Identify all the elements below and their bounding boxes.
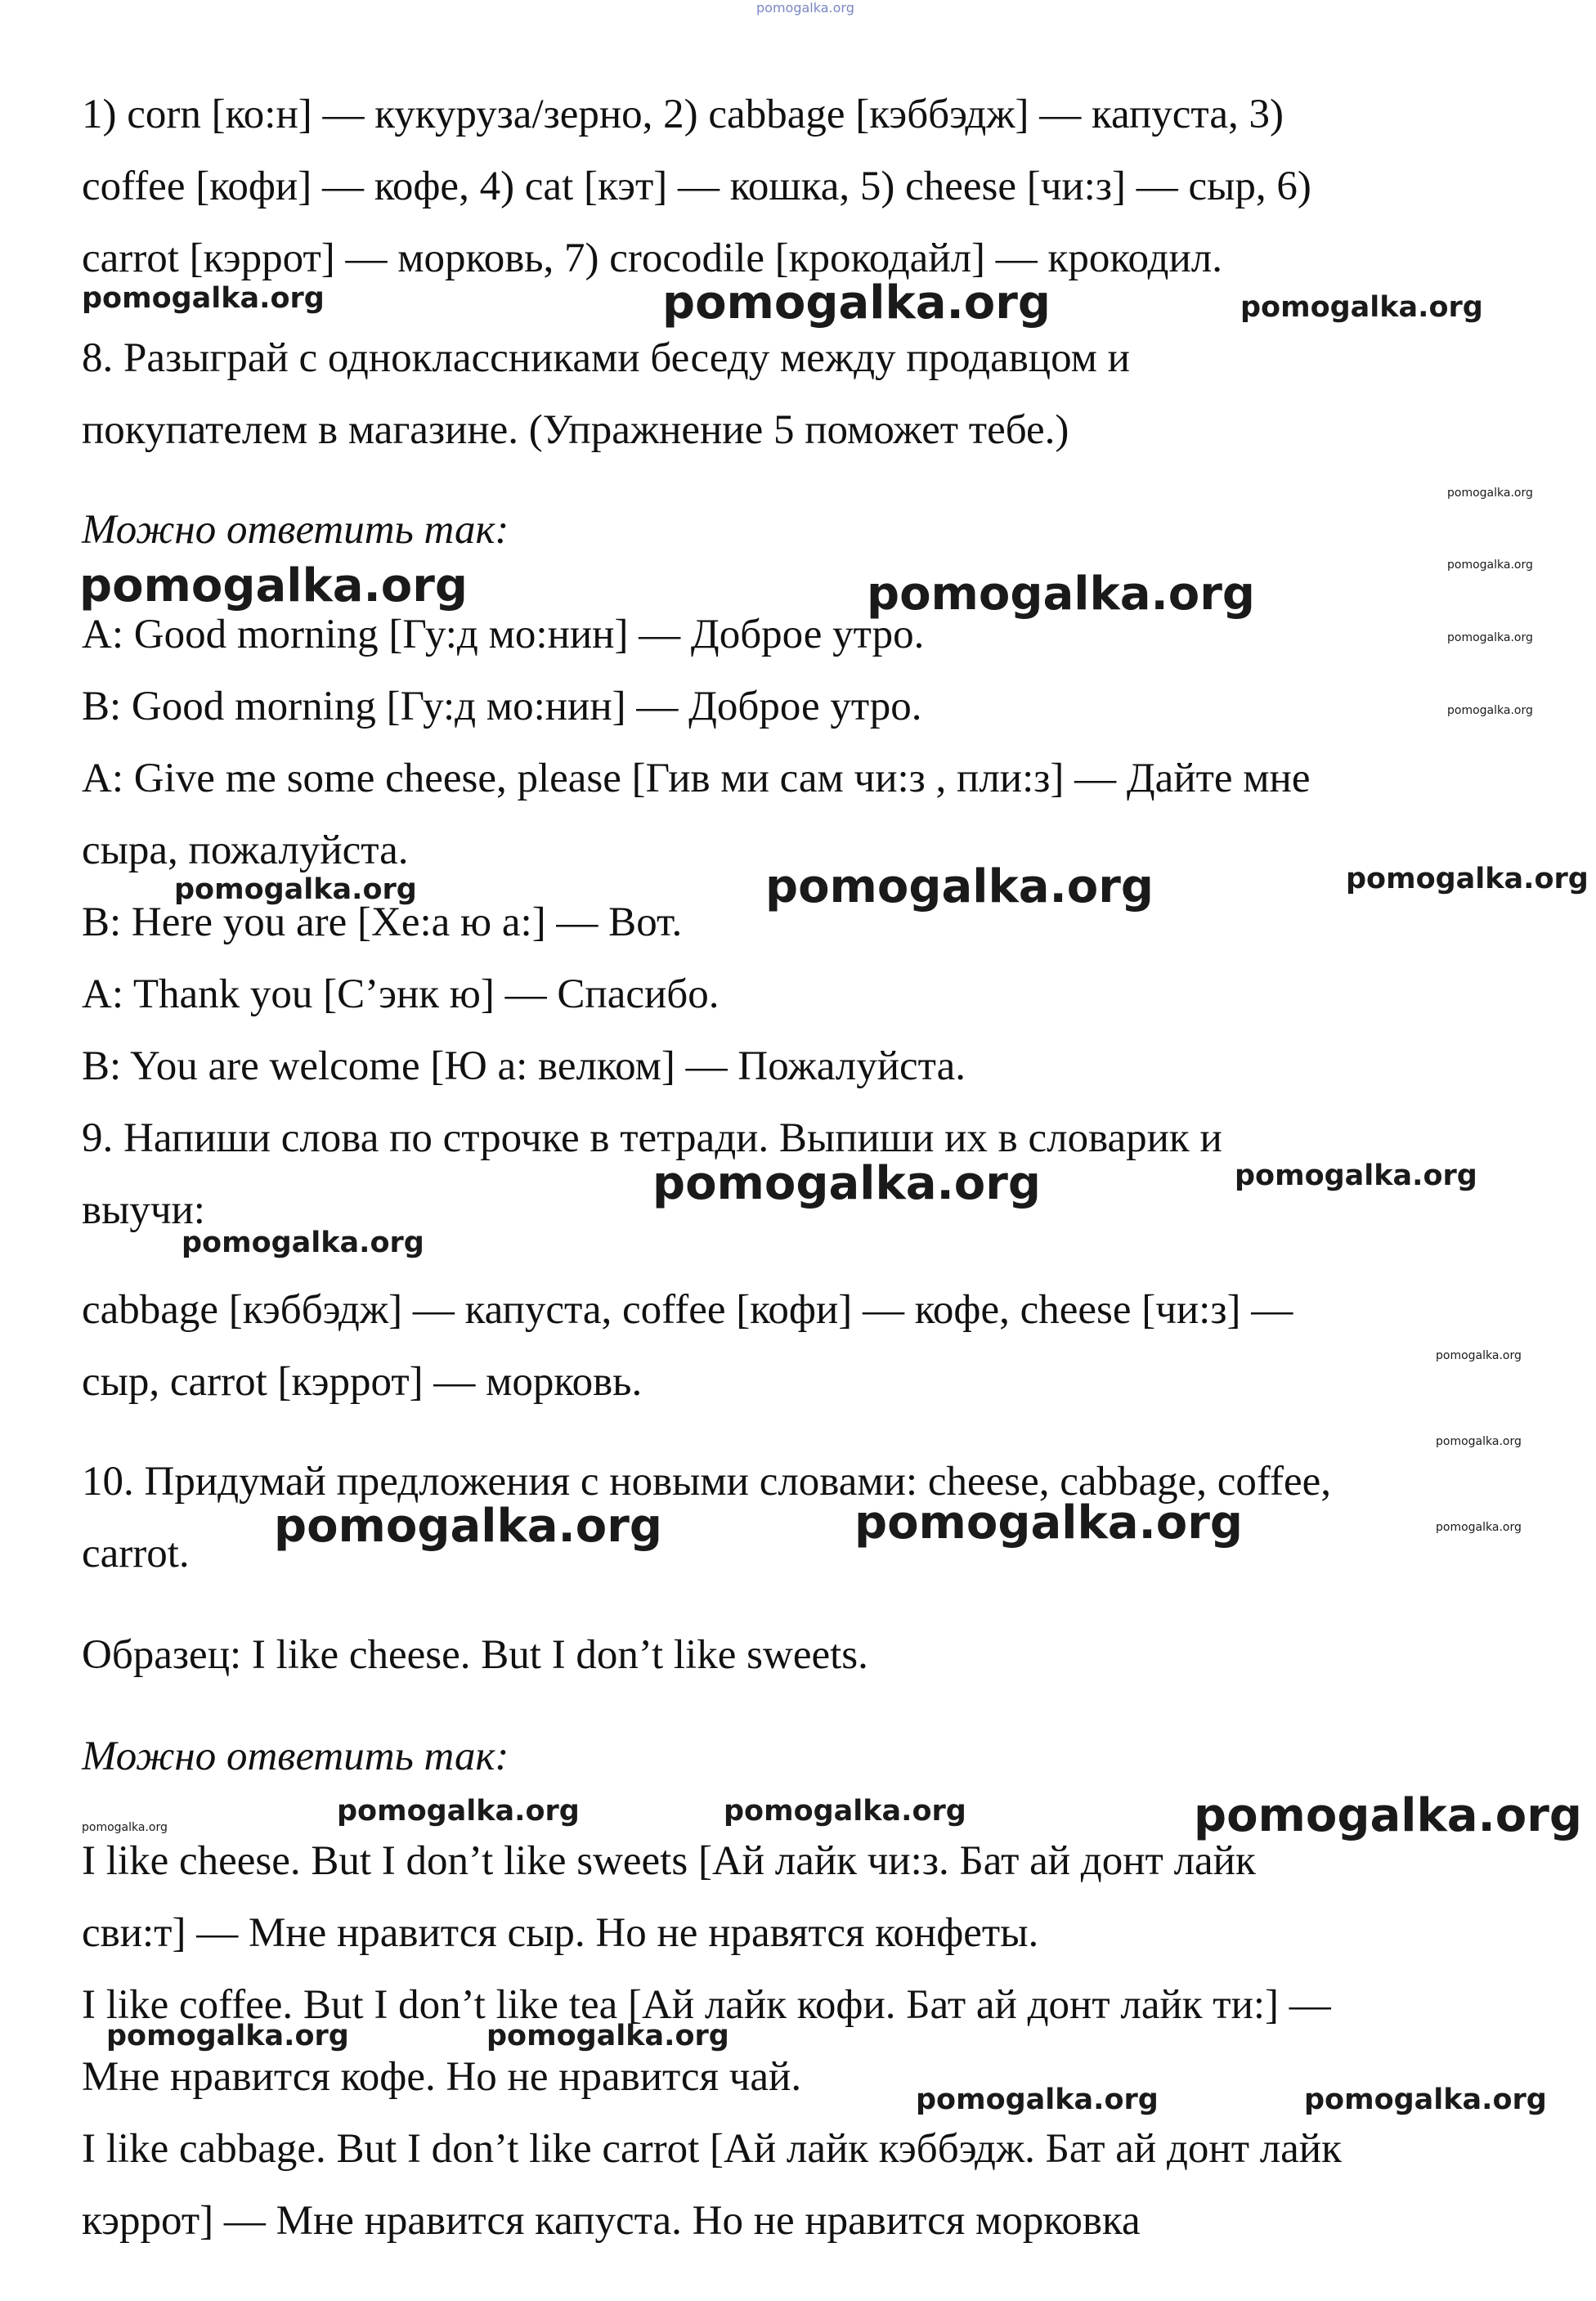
dialog-line-1: A: Good morning [Гу:д мо:нин] — Доброе утро.: [82, 612, 925, 657]
sentence-3-cont: кэррот] — Мне нравится капуста. Но не нравится морковка: [82, 2198, 1141, 2244]
watermark: pomogalka.org: [1447, 631, 1533, 644]
watermark: pomogalka.org: [765, 860, 1154, 913]
dialog-line-2: B: Good morning [Гу:д мо:нин] — Доброе утро.: [82, 684, 922, 729]
header-site-watermark: pomogalka.org: [756, 0, 854, 16]
watermark: pomogalka.org: [854, 1496, 1243, 1550]
sentence-1-cont: сви:т] — Мне нравится сыр. Но не нравятся конфеты.: [82, 1910, 1039, 1956]
words-line-1: cabbage [кэббэдж] — капуста, coffee [кофи] — кофе, cheese [чи:з] —: [82, 1287, 1293, 1333]
watermark: pomogalka.org: [1346, 863, 1589, 895]
watermark: pomogalka.org: [1194, 1789, 1582, 1842]
text-line-2: coffee [кофи] — кофе, 4) cat [кэт] — кошка, 5) cheese [чи:з] — сыр, 6): [82, 164, 1311, 209]
answer-intro-2: Можно ответить так:: [82, 1734, 509, 1779]
watermark: pomogalka.org: [337, 1795, 580, 1828]
watermark: pomogalka.org: [1235, 1159, 1477, 1192]
dialog-line-6: B: You are welcome [Ю а: велком] — Пожалуйста.: [82, 1043, 966, 1089]
watermark: pomogalka.org: [1436, 1521, 1522, 1534]
text-line-3: carrot [кэррот] — морковь, 7) crocodile [крокодайл] — крокодил.: [82, 235, 1222, 281]
watermark: pomogalka.org: [1436, 1349, 1522, 1362]
answer-intro-1: Можно ответить так:: [82, 507, 509, 553]
dialog-line-3-cont: сыра, пожалуйста.: [82, 828, 409, 873]
words-line-2: сыр, carrot [кэррот] — морковь.: [82, 1359, 643, 1405]
example-sentence: Образец: I like cheese. But I don’t like sweets.: [82, 1632, 868, 1678]
sentence-3: I like cabbage. But I don’t like carrot [Ай лайк кэббэдж. Бат ай донт лайк: [82, 2126, 1342, 2172]
watermark: pomogalka.org: [182, 1227, 424, 1259]
exercise-9-heading-cont: выучи:: [82, 1187, 205, 1233]
dialog-line-4: B: Here you are [Хе:а ю а:] — Вот.: [82, 899, 683, 945]
watermark: pomogalka.org: [724, 1795, 966, 1828]
watermark: pomogalka.org: [1304, 2083, 1547, 2116]
exercise-8-heading-cont: покупателем в магазине. (Упражнение 5 поможет тебе.): [82, 407, 1069, 453]
watermark: pomogalka.org: [1447, 487, 1533, 500]
watermark: pomogalka.org: [867, 567, 1255, 621]
watermark: pomogalka.org: [106, 2020, 349, 2052]
exercise-9-heading: 9. Напиши слова по строчке в тетради. Выпиши их в словарик и: [82, 1115, 1222, 1161]
sentence-2-cont: Мне нравится кофе. Но не нравится чай.: [82, 2054, 802, 2100]
watermark: pomogalka.org: [82, 282, 325, 315]
dialog-line-5: A: Thank you [С’энк ю] — Спасибо.: [82, 971, 720, 1017]
text-line-1: 1) corn [ко:н] — кукуруза/зерно, 2) cabbage [кэббэдж] — капуста, 3): [82, 92, 1284, 137]
watermark: pomogalka.org: [174, 873, 417, 906]
exercise-10-heading: 10. Придумай предложения с новыми словами: cheese, cabbage, coffee,: [82, 1459, 1331, 1505]
watermark: pomogalka.org: [662, 276, 1051, 330]
watermark: pomogalka.org: [82, 1821, 168, 1834]
watermark: pomogalka.org: [486, 2020, 729, 2052]
sentence-2: I like coffee. But I don’t like tea [Ай лайк кофи. Бат ай донт лайк ти:] —: [82, 1982, 1331, 2028]
watermark: pomogalka.org: [79, 559, 468, 612]
watermark: pomogalka.org: [1447, 704, 1533, 717]
watermark: pomogalka.org: [1447, 558, 1533, 572]
watermark: pomogalka.org: [652, 1157, 1041, 1210]
watermark: pomogalka.org: [1240, 291, 1483, 324]
dialog-line-3: A: Give me some cheese, please [Гив ми сам чи:з , пли:з] — Дайте мне: [82, 756, 1311, 801]
watermark: pomogalka.org: [916, 2083, 1159, 2116]
exercise-8-heading: 8. Разыграй с одноклассниками беседу между продавцом и: [82, 335, 1130, 381]
exercise-10-heading-cont: carrot.: [82, 1531, 190, 1577]
watermark: pomogalka.org: [274, 1500, 662, 1553]
sentence-1: I like cheese. But I don’t like sweets [Ай лайк чи:з. Бат ай донт лайк: [82, 1838, 1256, 1884]
watermark: pomogalka.org: [1436, 1435, 1522, 1448]
